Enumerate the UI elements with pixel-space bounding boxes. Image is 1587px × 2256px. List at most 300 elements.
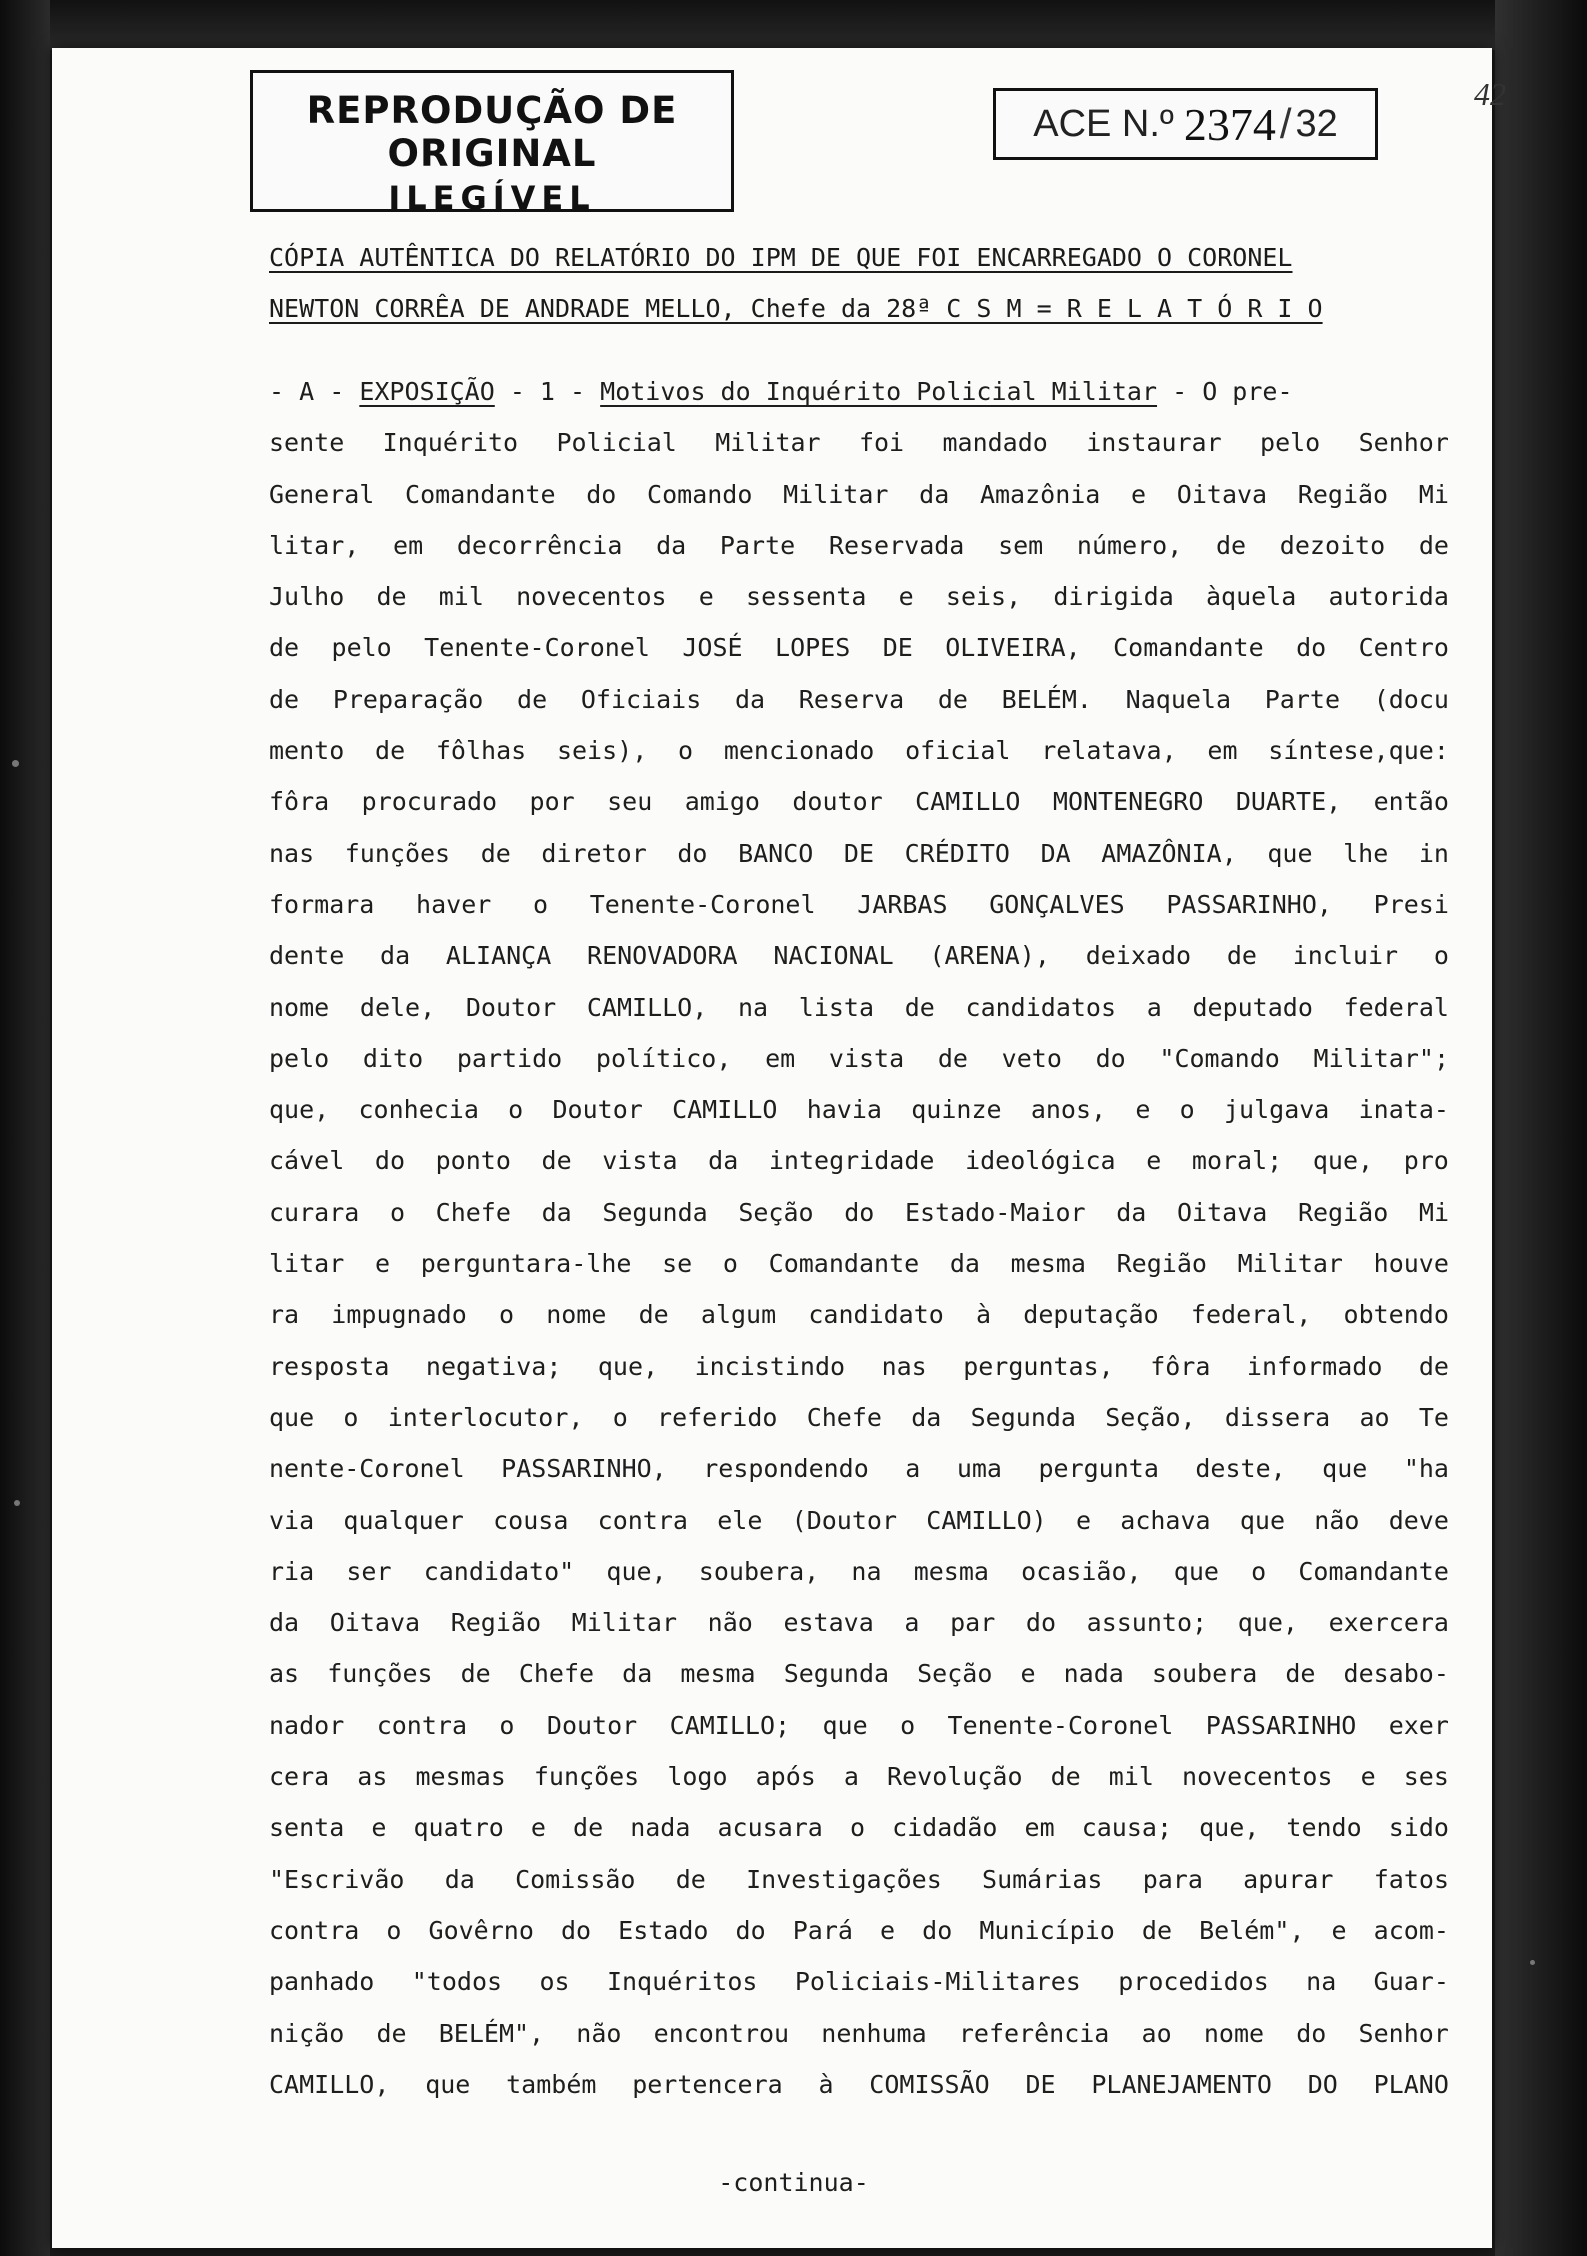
scan-speck: [12, 760, 19, 767]
body-word: Seção: [917, 1659, 993, 1689]
body-word: Chefe: [518, 1659, 595, 1689]
body-word: síntese,que:: [1268, 736, 1449, 766]
body-word: haver: [416, 889, 492, 919]
body-word: encontrou: [653, 2018, 790, 2048]
body-word: ria: [269, 1556, 315, 1586]
body-word: que: [425, 2069, 471, 2099]
body-word: fatos: [1373, 1864, 1449, 1894]
body-word: do: [1296, 2018, 1327, 2048]
body-word: Doutor: [465, 992, 557, 1022]
body-word: da: [949, 1249, 980, 1279]
body-word: seis,: [945, 582, 1022, 612]
body-word: da: [269, 1608, 300, 1638]
body-word: que,: [606, 1556, 667, 1586]
body-word: referido: [657, 1402, 778, 1432]
body-word: ALIANÇA: [445, 941, 552, 971]
body-word: contra: [269, 1915, 360, 1945]
body-word: qualquer: [343, 1505, 464, 1535]
body-word: Comandante: [405, 479, 556, 509]
body-word: integridade: [768, 1146, 935, 1176]
body-word: AMAZÔNIA,: [1101, 838, 1237, 868]
body-word: pelo: [269, 1043, 330, 1073]
body-word: mesmas: [415, 1762, 506, 1792]
body-word: em: [393, 530, 424, 560]
body-word: Comandante: [1298, 1556, 1449, 1586]
body-word: DE: [882, 633, 913, 663]
body-word: incluir: [1292, 941, 1399, 971]
body-word: também: [506, 2069, 597, 2099]
body-word: e: [880, 1915, 896, 1945]
body-word: da: [380, 941, 411, 971]
body-word: em: [1024, 1813, 1055, 1843]
body-word: Parte: [1264, 684, 1340, 714]
body-word: da: [622, 1659, 653, 1689]
illegible-original-stamp: [250, 70, 734, 217]
scan-speck: [14, 1500, 20, 1506]
film-border-right: [1495, 0, 1587, 2256]
body-word: o: [343, 1402, 359, 1432]
body-word: da: [444, 1864, 475, 1894]
body-word: após: [755, 1762, 816, 1792]
body-word: resposta: [269, 1351, 390, 1381]
body-word: o: [499, 1710, 515, 1740]
body-word: nome: [269, 992, 330, 1022]
body-word: mandado: [942, 428, 1048, 458]
body-word: diretor: [541, 838, 647, 868]
page-number: 42: [1474, 76, 1506, 112]
body-line: [269, 571, 1449, 622]
body-word: soubera: [1151, 1659, 1258, 1689]
body-line: [269, 1648, 1449, 1699]
body-word: ao: [1141, 2018, 1172, 2048]
body-word: do: [586, 479, 617, 509]
body-line: [269, 1700, 1449, 1751]
body-word: Segunda: [783, 1659, 890, 1689]
body-word: número,: [1076, 530, 1183, 560]
section-continuation: - O pre-: [1157, 377, 1293, 406]
body-word: exercera: [1328, 1608, 1449, 1638]
body-word: de: [937, 684, 968, 714]
body-word: DUARTE,: [1235, 787, 1342, 817]
body-word: (Doutor: [791, 1505, 897, 1535]
body-word: mento: [269, 736, 345, 766]
body-word: Pará: [792, 1915, 853, 1945]
body-word: fôlhas: [435, 736, 527, 766]
body-word: que,: [1199, 1813, 1260, 1843]
body-word: litar: [269, 1249, 345, 1279]
body-word: estava: [783, 1608, 874, 1638]
body-word: Mi: [1418, 1197, 1449, 1227]
body-word: do: [677, 838, 708, 868]
body-word: contra: [597, 1505, 688, 1535]
body-word: LOPES: [775, 633, 851, 663]
body-word: CAMILLO;: [669, 1710, 791, 1740]
body-line: [269, 417, 1449, 468]
body-word: federal,: [1190, 1300, 1312, 1330]
stamp-line-2: ILEGÍVEL: [388, 179, 596, 217]
body-word: nador: [269, 1710, 345, 1740]
body-word: pertencera: [632, 2069, 783, 2099]
section-separator: - 1 -: [494, 377, 601, 406]
body-word: Te: [1418, 1402, 1449, 1432]
body-word: pro: [1403, 1146, 1449, 1176]
body-word: cidadão: [892, 1813, 998, 1843]
body-word: autorida: [1328, 582, 1449, 612]
body-word: da: [1116, 1197, 1147, 1227]
body-word: Presi: [1373, 889, 1449, 919]
body-word: obtendo: [1343, 1300, 1449, 1330]
body-word: dente: [269, 941, 345, 971]
body-word: pergunta: [1038, 1454, 1159, 1484]
body-line: [269, 1341, 1449, 1392]
body-word: procurado: [361, 787, 498, 817]
body-line: [269, 1187, 1449, 1238]
body-word: fôra: [1150, 1351, 1211, 1381]
body-word: ele: [717, 1505, 763, 1535]
body-line: [269, 1597, 1449, 1648]
body-word: de: [1418, 1351, 1449, 1381]
body-word: PLANO: [1373, 2069, 1449, 2099]
body-word: BELÉM",: [438, 2018, 545, 2048]
body-word: candidato: [808, 1300, 944, 1330]
body-line: [269, 1854, 1449, 1905]
body-word: soubera,: [698, 1556, 820, 1586]
body-word: JARBAS: [857, 889, 948, 919]
body-word: da: [911, 1402, 942, 1432]
body-word: "Comando: [1159, 1043, 1280, 1073]
body-word: CAMILLO): [926, 1505, 1047, 1535]
body-word: lhe: [1343, 838, 1389, 868]
body-word: que: [1267, 838, 1313, 868]
body-word: Militar: [715, 428, 821, 458]
body-word: conhecia: [358, 1095, 479, 1125]
body-word: Govêrno: [428, 1915, 534, 1945]
body-word: e: [1331, 1915, 1347, 1945]
body-word: novecentos: [516, 582, 667, 612]
body-word: de: [1141, 1915, 1173, 1945]
body-word: mil: [1108, 1762, 1154, 1792]
body-word: do: [844, 1197, 875, 1227]
body-word: panhado: [269, 1967, 375, 1997]
body-word: do: [1095, 1043, 1126, 1073]
body-word: do: [374, 1146, 405, 1176]
body-word: então: [1373, 787, 1449, 817]
body-word: DE: [1025, 2069, 1056, 2099]
body-word: Centro: [1358, 633, 1449, 663]
body-word: decorrência: [456, 530, 623, 560]
body-word: político,: [595, 1043, 732, 1073]
body-word: oficial: [905, 736, 1011, 766]
body-word: Estado-Maior: [904, 1197, 1086, 1227]
body-word: o: [678, 736, 694, 766]
body-word: litar,: [269, 530, 360, 560]
body-word: e: [374, 1249, 391, 1279]
body-word: ra: [269, 1300, 300, 1330]
body-word: Segunda: [602, 1197, 708, 1227]
body-word: BANCO: [738, 838, 814, 868]
body-word: candidato": [423, 1556, 575, 1586]
body-word: desabo-: [1343, 1659, 1449, 1689]
body-word: JOSÉ: [682, 633, 743, 663]
body-word: sente: [269, 428, 345, 458]
section-subtitle: Motivos do Inquérito Policial Militar: [600, 377, 1158, 406]
body-word: houve: [1373, 1249, 1449, 1279]
body-word: Policial: [556, 428, 677, 458]
body-word: que: [1173, 1556, 1219, 1586]
body-word: BELÉM.: [1001, 684, 1092, 714]
body-word: e: [371, 1813, 387, 1843]
body-word: Doutor: [552, 1095, 643, 1125]
body-word: o: [722, 1249, 738, 1279]
body-word: do: [735, 1915, 766, 1945]
body-word: e: [698, 582, 714, 612]
body-word: "Escrivão: [269, 1864, 405, 1894]
body-word: que: [269, 1402, 315, 1432]
body-word: de: [269, 633, 300, 663]
body-line: [269, 930, 1449, 981]
body-word: de: [269, 684, 300, 714]
body-word: referência: [958, 2018, 1110, 2048]
title-line-2: NEWTON CORRÊA DE ANDRADE MELLO, Chefe da 28ª C S M = R E L A T Ó R I O: [269, 294, 1323, 323]
body-word: de: [480, 838, 511, 868]
body-word: deputação: [1023, 1300, 1159, 1330]
body-word: dezoito: [1279, 530, 1386, 560]
body-word: e: [1360, 1762, 1376, 1792]
body-word: PLANEJAMENTO: [1091, 2069, 1272, 2099]
body-word: a: [905, 1454, 921, 1484]
ace-label: ACE N.º: [1033, 102, 1174, 145]
body-word: Preparação: [332, 684, 484, 714]
body-word: (ARENA),: [929, 941, 1050, 971]
body-word: algum: [700, 1300, 777, 1330]
body-word: foi: [858, 428, 905, 458]
body-word: ser: [346, 1556, 392, 1586]
body-lines: [269, 417, 1449, 2110]
body-word: que: [1322, 1454, 1368, 1484]
body-word: mil: [438, 582, 484, 612]
body-word: à: [976, 1300, 992, 1330]
body-word: Senhor: [1358, 428, 1449, 458]
body-word: em: [765, 1043, 796, 1073]
body-word: seis),: [556, 736, 648, 766]
body-word: Reserva: [798, 684, 905, 714]
body-word: Senhor: [1358, 2018, 1449, 2048]
body-word: cousa: [493, 1505, 569, 1535]
body-word: na: [851, 1556, 882, 1586]
body-word: Policiais-Militares: [794, 1967, 1081, 1997]
body-word: perguntara-lhe: [420, 1249, 632, 1279]
body-word: mesma: [1010, 1249, 1086, 1279]
section-title: EXPOSIÇÃO: [359, 377, 495, 406]
section-prefix: - A -: [269, 377, 360, 406]
body-word: do: [1296, 633, 1327, 663]
body-word: que: [1239, 1505, 1286, 1535]
body-word: assunto;: [1086, 1608, 1208, 1638]
body-word: CAMILLO,: [586, 992, 708, 1022]
body-word: interlocutor,: [387, 1402, 584, 1432]
body-word: RENOVADORA: [587, 941, 738, 971]
body-word: partido: [456, 1043, 563, 1073]
body-word: e: [530, 1813, 546, 1843]
body-line: [269, 2059, 1449, 2110]
body-word: o: [900, 1710, 916, 1740]
body-word: o: [1433, 941, 1449, 971]
body-word: de: [460, 1659, 491, 1689]
body-word: de: [376, 582, 407, 612]
body-word: senta: [269, 1813, 345, 1843]
body-word: ao: [1359, 1402, 1390, 1432]
body-word: fôra: [269, 787, 330, 817]
body-word: de: [675, 1864, 706, 1894]
body-word: o: [508, 1095, 524, 1125]
body-line: [269, 469, 1449, 520]
body-word: Belém",: [1199, 1915, 1305, 1945]
body-word: apurar: [1243, 1864, 1334, 1894]
body-word: seu: [607, 787, 653, 817]
body-word: ocasião,: [1021, 1556, 1142, 1586]
body-word: da: [656, 530, 687, 560]
body-line: [269, 1238, 1449, 1289]
body-word: funções: [327, 1659, 433, 1689]
body-line: [269, 776, 1449, 827]
body-word: inata-: [1358, 1095, 1449, 1125]
stamp-line-1: REPRODUÇÃO DE ORIGINAL: [306, 89, 678, 175]
body-word: o: [386, 1915, 402, 1945]
body-word: funções: [344, 838, 451, 868]
body-line: [269, 1495, 1449, 1546]
body-word: e: [1075, 1505, 1092, 1535]
body-word: COMISSÃO: [869, 2069, 990, 2099]
body-word: a: [1146, 992, 1162, 1022]
body-word: se: [662, 1249, 693, 1279]
body-word: o: [533, 889, 549, 919]
body-word: Tenente-Coronel: [589, 889, 816, 919]
ace-number-box: [993, 88, 1378, 160]
body-word: OLIVEIRA,: [945, 633, 1081, 663]
body-line-intro: [269, 366, 1449, 417]
body-word: PASSARINHO,: [1166, 889, 1332, 919]
body-word: do: [922, 1915, 953, 1945]
body-word: cável: [269, 1146, 345, 1176]
body-line: [269, 2008, 1449, 2059]
body-word: causa;: [1081, 1813, 1173, 1843]
body-word: DO: [1307, 2069, 1338, 2099]
body-word: moral;: [1191, 1146, 1283, 1176]
body-word: de: [937, 1043, 968, 1073]
body-word: Região: [1116, 1249, 1207, 1279]
body-word: nente-Coronel: [269, 1454, 465, 1484]
body-line: [269, 520, 1449, 571]
body-word: de: [541, 1146, 572, 1176]
body-word: deputado: [1192, 992, 1313, 1022]
body-word: pelo: [1260, 428, 1321, 458]
title-line-1: CÓPIA AUTÊNTICA DO RELATÓRIO DO IPM DE QUE FOI ENCARREGADO O CORONEL: [269, 243, 1293, 272]
body-word: mesma: [913, 1556, 989, 1586]
body-word: não: [576, 2018, 622, 2048]
body-word: CRÉDITO: [904, 838, 1010, 868]
body-word: de: [1418, 530, 1449, 560]
body-line: [269, 879, 1449, 930]
body-word: Sumárias: [982, 1864, 1103, 1894]
body-word: Inquérito: [382, 428, 519, 458]
body-word: os: [539, 1967, 570, 1997]
body-word: respondendo: [703, 1454, 869, 1484]
body-word: Comissão: [515, 1864, 636, 1894]
body-word: em: [1207, 736, 1238, 766]
body-word: Região: [1297, 1197, 1389, 1227]
body-word: Mi: [1418, 479, 1449, 509]
body-word: as: [269, 1659, 300, 1689]
body-word: Revolução: [887, 1762, 1023, 1792]
body-word: acusara: [717, 1813, 823, 1843]
body-word: que: [822, 1710, 868, 1740]
body-word: perguntas,: [963, 1351, 1114, 1381]
body-word: Militar: [571, 1608, 678, 1638]
body-word: nome: [1203, 2018, 1265, 2048]
body-word: da: [541, 1197, 572, 1227]
body-word: havia: [806, 1095, 882, 1125]
body-word: não: [707, 1608, 753, 1638]
body-word: Investigações: [746, 1864, 942, 1894]
body-word: quatro: [413, 1813, 504, 1843]
body-word: o: [849, 1813, 865, 1843]
body-word: do: [1025, 1608, 1057, 1638]
body-line: [269, 1905, 1449, 1956]
body-word: o: [389, 1197, 406, 1227]
body-line: [269, 1392, 1449, 1443]
body-word: Guar-: [1373, 1967, 1449, 1997]
body-word: veto: [1001, 1043, 1062, 1073]
body-word: Julho: [269, 582, 345, 612]
body-word: de: [517, 684, 548, 714]
body-word: e: [1146, 1146, 1162, 1176]
body-word: formara: [269, 889, 375, 919]
body-word: que,: [1312, 1146, 1374, 1176]
body-line: [269, 828, 1449, 879]
body-word: anos,: [1030, 1095, 1107, 1125]
body-word: "ha: [1403, 1454, 1449, 1484]
body-word: Estado: [618, 1915, 709, 1945]
report-body: [269, 366, 1449, 2110]
body-line: [269, 1546, 1449, 1597]
body-line: [269, 1084, 1449, 1135]
body-word: mencionado: [723, 736, 875, 766]
film-border-left: [0, 0, 50, 2256]
body-word: nada: [1063, 1659, 1124, 1689]
body-word: de: [1215, 530, 1247, 560]
scan-speck: [1530, 1960, 1535, 1965]
body-word: o: [498, 1300, 515, 1330]
body-word: vista: [828, 1043, 905, 1073]
body-word: Comandante: [1113, 633, 1264, 663]
body-word: amigo: [684, 787, 760, 817]
body-word: Seção,: [1105, 1402, 1196, 1432]
body-word: de: [375, 736, 406, 766]
body-word: sido: [1388, 1813, 1449, 1843]
body-word: ponto: [435, 1146, 511, 1176]
body-word: não: [1314, 1505, 1360, 1535]
body-word: Região: [1297, 479, 1389, 509]
body-word: achava: [1120, 1505, 1211, 1535]
body-word: Região: [450, 1608, 542, 1638]
ace-year: 32: [1295, 102, 1338, 145]
body-word: que,: [597, 1351, 659, 1381]
body-line: [269, 725, 1449, 776]
body-word: PASSARINHO: [1205, 1710, 1357, 1740]
body-word: que,: [269, 1095, 330, 1125]
body-word: de: [1285, 1659, 1316, 1689]
body-word: que,: [1237, 1608, 1298, 1638]
